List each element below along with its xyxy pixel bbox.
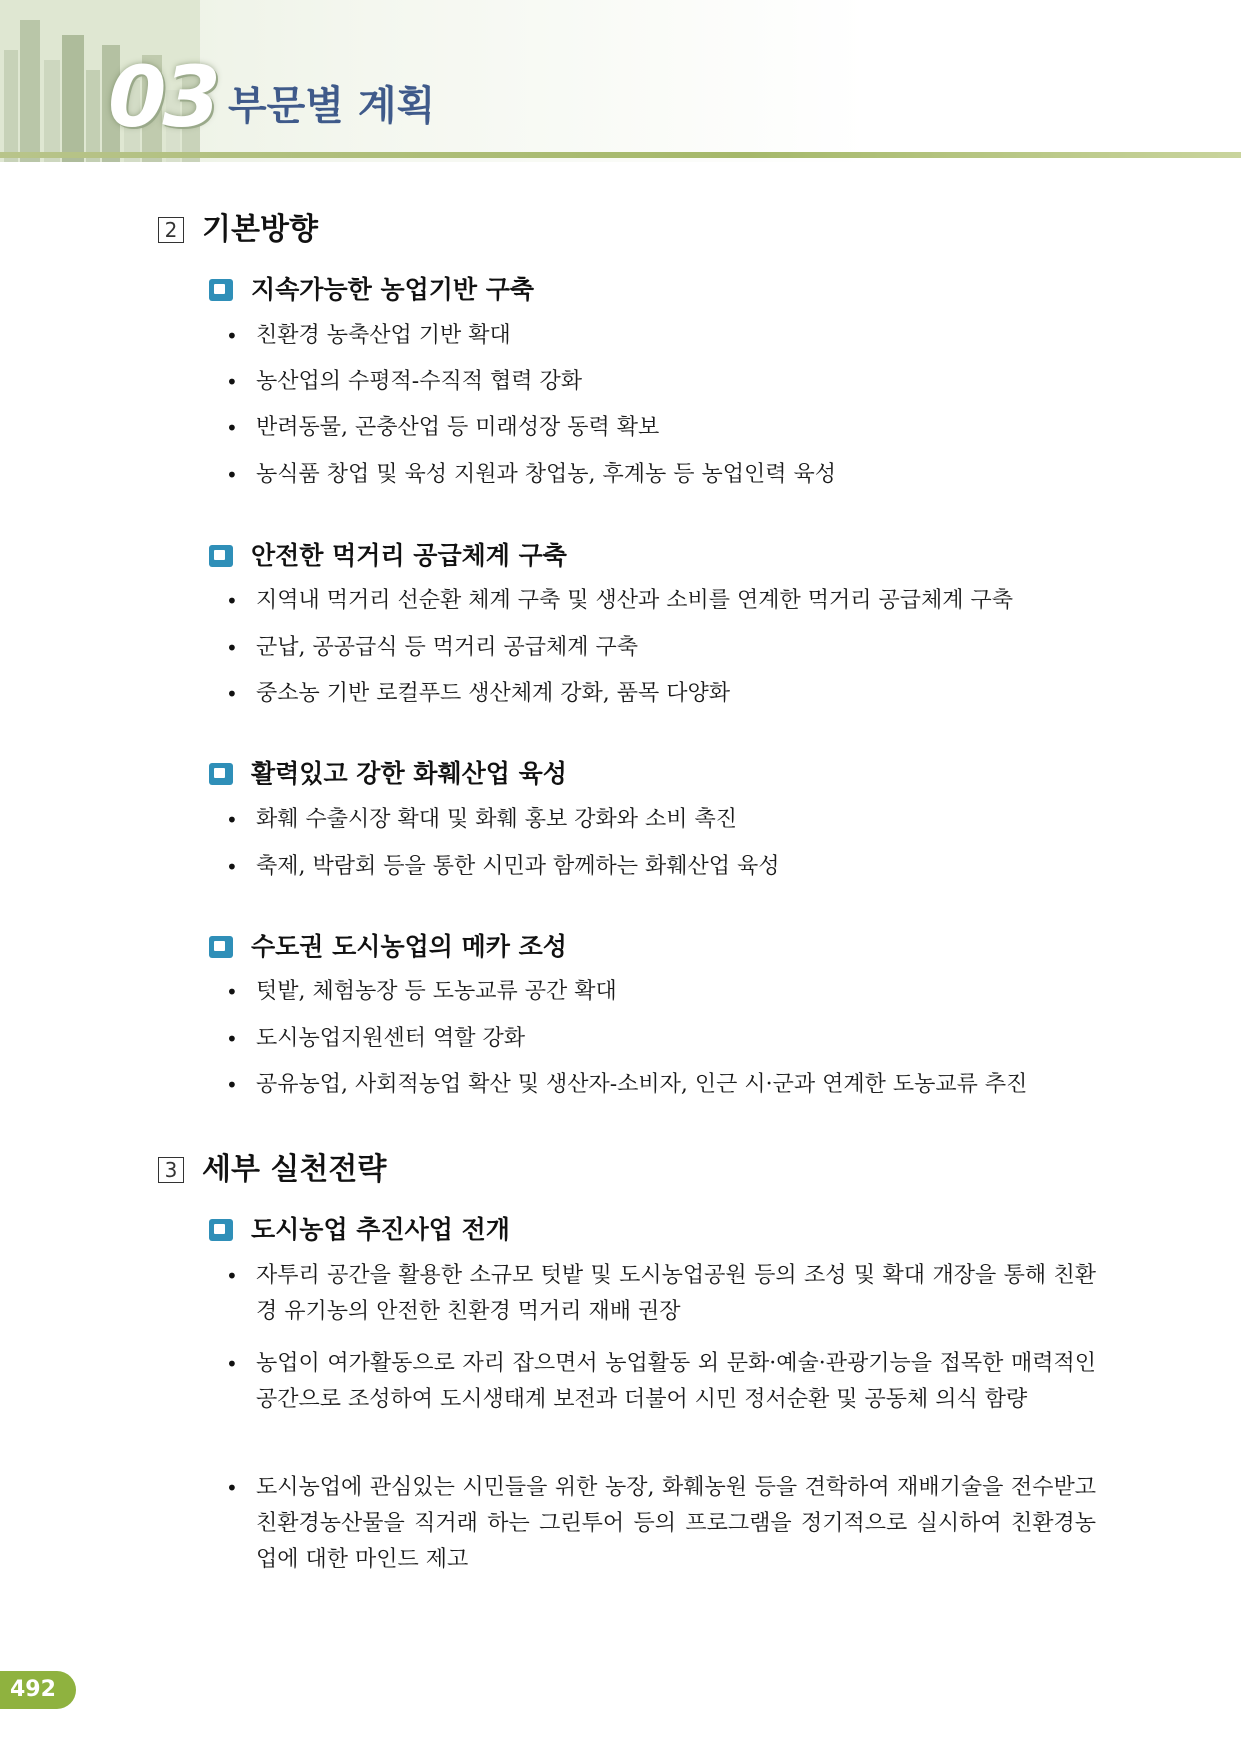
bullet-icon: • — [226, 682, 238, 706]
subsection-heading — [209, 758, 567, 790]
square-bullet-icon — [209, 279, 233, 301]
list-item: • 도시농업지원센터 역할 강화 — [226, 1021, 1096, 1057]
bullet-icon: • — [226, 1027, 238, 1051]
list-item: • 지역내 먹거리 선순환 체계 구축 및 생산과 소비를 연계한 먹거리 공급체계 구축 — [226, 583, 1096, 619]
bullet-icon: • — [226, 589, 238, 613]
list-item: • 중소농 기반 로컬푸드 생산체계 강화, 품목 다양화 — [226, 676, 1096, 712]
subsection-title: 수도권 도시농업의 메카 조성 — [251, 932, 567, 961]
bullet-icon: • — [226, 980, 238, 1004]
bullet-icon: • — [226, 1476, 238, 1500]
list-item: • 농산업의 수평적-수직적 협력 강화 — [226, 364, 1096, 400]
list-item: • 농식품 창업 및 육성 지원과 창업농, 후계농 등 농업인력 육성 — [226, 457, 1096, 493]
bullet-icon: • — [226, 1073, 238, 1097]
bullet-icon: • — [226, 1352, 238, 1376]
section-title: 세부 실천전략 — [202, 1152, 387, 1187]
bullet-icon: • — [226, 416, 238, 440]
subsection-title: 도시농업 추진사업 전개 — [251, 1215, 510, 1244]
subsection-heading — [209, 274, 534, 306]
list-item: • 자투리 공간을 활용한 소규모 텃밭 및 도시농업공원 등의 조성 및 확대 개장을 통해 친환경 유기농의 안전한 친환경 먹거리 재배 권장 — [226, 1258, 1096, 1330]
section-title: 기본방향 — [202, 212, 318, 247]
subsection-title: 활력있고 강한 화훼산업 육성 — [251, 759, 567, 788]
subsection-title: 지속가능한 농업기반 구축 — [251, 275, 535, 304]
section-heading — [158, 1152, 386, 1188]
square-bullet-icon — [209, 1219, 233, 1241]
list-item: • 공유농업, 사회적농업 확산 및 생산자-소비자, 인근 시·군과 연계한 도농교류 추진 — [226, 1067, 1096, 1103]
square-bullet-icon — [209, 763, 233, 785]
bullet-icon: • — [226, 1264, 238, 1288]
section-heading — [158, 212, 318, 248]
chapter-header — [0, 0, 1241, 162]
section-number-box: 2 — [158, 217, 184, 243]
list-item: • 화훼 수출시장 확대 및 화훼 홍보 강화와 소비 촉진 — [226, 802, 1096, 838]
list-item: • 도시농업에 관심있는 시민들을 위한 농장, 화훼농원 등을 견학하여 재배기술을 전수받고 친환경농산물을 직거래 하는 그린투어 등의 프로그램을 정기적으로 실시하여 친환경농업에 대한 마인드 제고 — [226, 1470, 1096, 1578]
subsection-heading — [209, 931, 567, 963]
subsection-heading — [209, 540, 567, 572]
bullet-icon: • — [226, 636, 238, 660]
square-bullet-icon — [209, 936, 233, 958]
bullet-icon: • — [226, 370, 238, 394]
chapter-number: 03 — [108, 48, 217, 146]
list-item: • 반려동물, 곤충산업 등 미래성장 동력 확보 — [226, 410, 1096, 446]
subsection-heading — [209, 1214, 510, 1246]
bullet-icon: • — [226, 463, 238, 487]
list-item: • 친환경 농축산업 기반 확대 — [226, 318, 1096, 354]
chapter-title: 부문별 계획 — [228, 83, 436, 129]
bullet-icon: • — [226, 855, 238, 879]
list-item: • 농업이 여가활동으로 자리 잡으면서 농업활동 외 문화·예술·관광기능을 접목한 매력적인 공간으로 조성하여 도시생태계 보전과 더불어 시민 정서순환 및 공동체 의식 함량 — [226, 1346, 1096, 1418]
header-rule — [0, 152, 1241, 158]
square-bullet-icon — [209, 545, 233, 567]
page-number: 492 — [10, 1677, 56, 1702]
list-item: • 텃밭, 체험농장 등 도농교류 공간 확대 — [226, 974, 1096, 1010]
list-item: • 군납, 공공급식 등 먹거리 공급체계 구축 — [226, 630, 1096, 666]
bullet-icon: • — [226, 808, 238, 832]
subsection-title: 안전한 먹거리 공급체계 구축 — [251, 541, 567, 570]
bullet-icon: • — [226, 324, 238, 348]
list-item: • 축제, 박람회 등을 통한 시민과 함께하는 화훼산업 육성 — [226, 849, 1096, 885]
section-number-box: 3 — [158, 1157, 184, 1183]
